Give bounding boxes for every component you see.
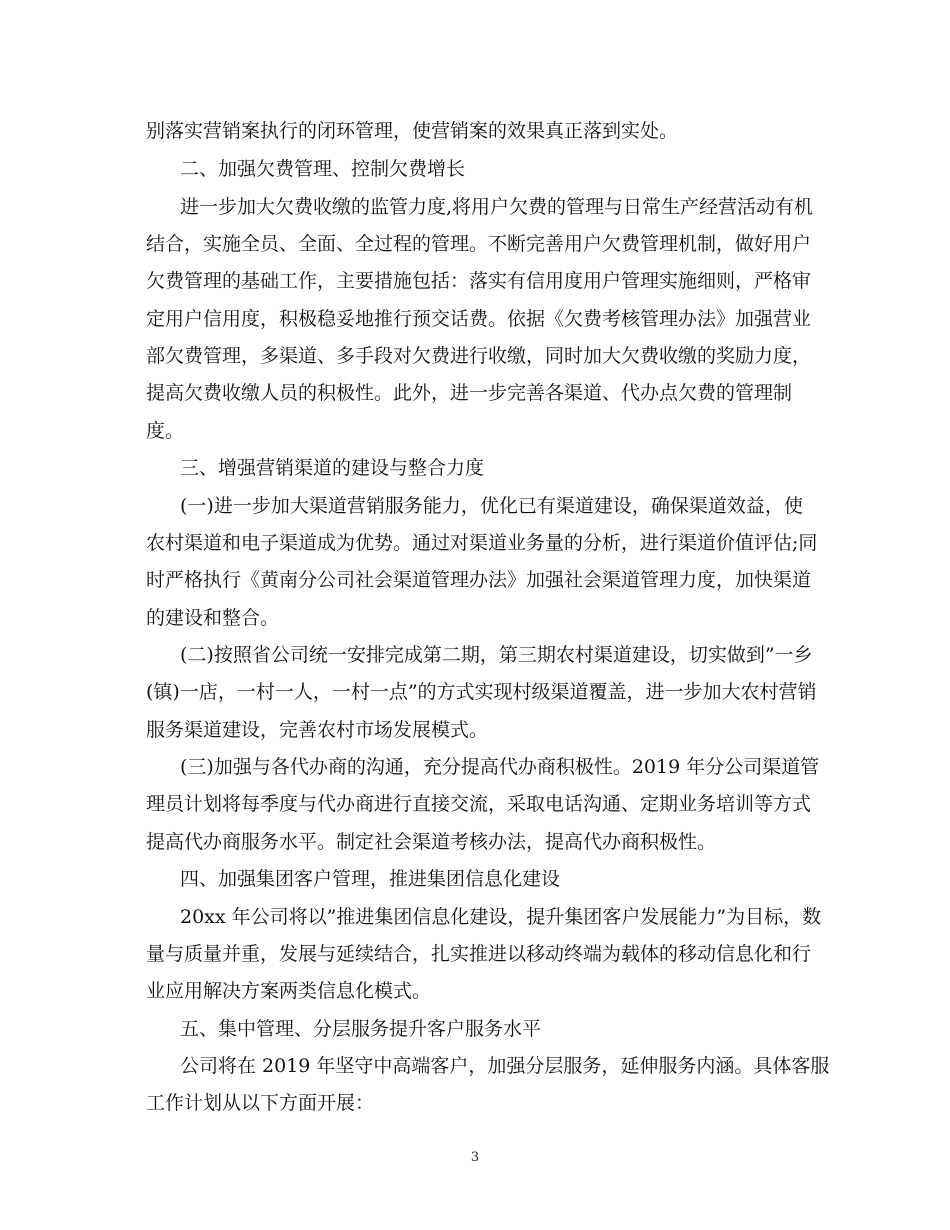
section-heading: 五、集中管理、分层服务提升客户服务水平 (180, 1018, 542, 1040)
body-text-line: 服务渠道建设，完善农村市场发展模式。 (146, 719, 489, 741)
paragraph-first-line: 公司将在 2019 年坚守中高端客户，加强分层服务，延伸服务内涵。具体客服 (180, 1055, 830, 1077)
body-text-line: 理员计划将每季度与代办商进行直接交流，采取电话沟通、定期业务培训等方式 (146, 793, 812, 815)
body-text-line: 的建设和整合。 (146, 607, 280, 629)
paragraph-first-line: (三)加强与各代办商的沟通，充分提高代办商积极性。2019 年分公司渠道管 (180, 756, 820, 778)
body-text-line: 工作计划从以下方面开展： (146, 1092, 375, 1114)
section-heading: 二、加强欠费管理、控制欠费增长 (180, 158, 466, 180)
paragraph-first-line: 进一步加大欠费收缴的监管力度,将用户欠费的管理与日常生产经营活动有机 (180, 196, 814, 218)
body-text-line: 部欠费管理，多渠道、多手段对欠费进行收缴，同时加大欠费收缴的奖励力度， (146, 345, 812, 367)
body-text-line: 欠费管理的基础工作，主要措施包括：落实有信用度用户管理实施细则，严格审 (146, 270, 812, 292)
paragraph-first-line: (二)按照省公司统一安排完成第二期，第三期农村渠道建设，切实做到”一乡 (180, 644, 813, 666)
body-text-line: 结合，实施全员、全面、全过程的管理。不断完善用户欠费管理机制，做好用户 (146, 233, 812, 255)
body-text-line: 提高代办商服务水平。制定社会渠道考核办法，提高代办商积极性。 (146, 831, 717, 853)
body-text-line: 量与质量并重，发展与延续结合，扎实推进以移动终端为载体的移动信息化和行 (146, 943, 812, 965)
page-number: 3 (470, 1150, 480, 1165)
body-text-line: 度。 (146, 420, 185, 442)
body-text-line: 业应用解决方案两类信息化模式。 (146, 980, 432, 1002)
body-text-line: 定用户信用度，积极稳妥地推行预交话费。依据《欠费考核管理办法》加强营业 (146, 308, 812, 330)
body-text-line: 别落实营销案执行的闭环管理，使营销案的效果真正落到实处。 (146, 120, 679, 142)
paragraph-first-line: (一)进一步加大渠道营销服务能力，优化已有渠道建设，确保渠道效益，使 (180, 495, 803, 517)
body-text-line: 提高欠费收缴人员的积极性。此外，进一步完善各渠道、代办点欠费的管理制 (146, 382, 793, 404)
body-text-line: 农村渠道和电子渠道成为优势。通过对渠道业务量的分析，进行渠道价值评估;同 (146, 532, 818, 554)
paragraph-first-line: 20xx 年公司将以”推进集团信息化建设，提升集团客户发展能力”为目标，数 (180, 906, 822, 928)
body-text-line: 时严格执行《黄南分公司社会渠道管理办法》加强社会渠道管理力度，加快渠道 (146, 569, 812, 591)
body-text-line: (镇)一店，一村一人，一村一点”的方式实现村级渠道覆盖，进一步加大农村营销 (146, 681, 817, 703)
section-heading: 三、增强营销渠道的建设与整合力度 (180, 457, 485, 479)
section-heading: 四、加强集团客户管理，推进集团信息化建设 (180, 868, 561, 890)
